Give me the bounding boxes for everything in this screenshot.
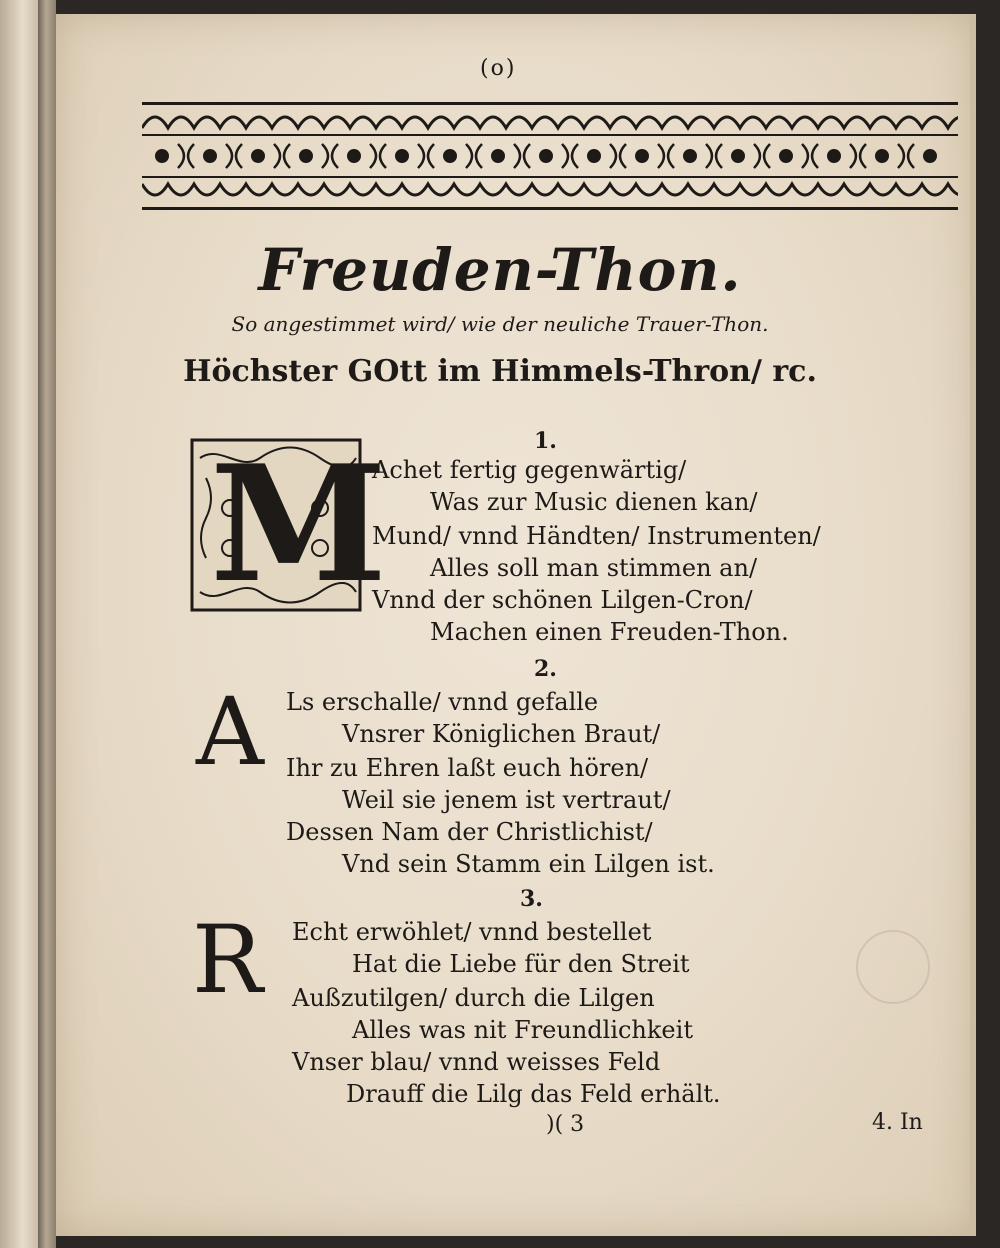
verse-line: Was zur Music dienen kan/ [430,488,758,516]
stanza-number: 1. [534,428,557,454]
verse-line: Ihr zu Ehren laßt euch hören/ [286,754,649,782]
verse-line: Alles soll man stimmen an/ [430,554,758,582]
verse-line: Ls erschalle/ vnnd gefalle [286,688,599,716]
tune-indication: Höchster GOtt im Himmels-Thron/ rc. [183,354,817,389]
verse-line: Vnd sein Stamm ein Lilgen ist. [342,850,715,878]
book-gutter [38,0,56,1248]
stanza-number: 2. [534,656,557,682]
decorative-header-border [142,98,958,214]
facing-page-edge [0,0,38,1248]
verse-line: Alles was nit Freundlichkeit [352,1016,693,1044]
verse-line: Vnnd der schönen Lilgen-Cron/ [372,586,753,614]
signature-mark: )( 3 [546,1112,585,1137]
page-title: Freuden-Thon. [258,236,742,304]
verse-line: Vnser blau/ vnnd weisses Feld [292,1048,661,1076]
verse-line: Achet fertig gegenwärtig/ [372,456,687,484]
verse-line: Drauff die Lilg das Feld erhält. [346,1080,721,1108]
initial-letter: A [196,678,264,787]
page-marker: (o) [480,56,517,81]
verse-line: Vnsrer Königlichen Braut/ [342,720,661,748]
page-fore-edge [970,14,976,1236]
verse-line: Hat die Liebe für den Streit [352,950,690,978]
verse-line: Machen einen Freuden-Thon. [430,618,789,646]
verse-line: Echt erwöhlet/ vnnd bestellet [292,918,652,946]
verse-line: Dessen Nam der Christlichist/ [286,818,653,846]
initial-letter: M [210,430,388,618]
catchword: 4. In [872,1110,923,1135]
subtitle: So angestimmet wird/ wie der neuliche Trauer-Thon. [231,312,769,336]
initial-letter: R [192,906,263,1015]
faint-library-stamp [856,930,930,1004]
verse-line: Weil sie jenem ist vertraut/ [342,786,671,814]
stanza-number: 3. [520,886,543,912]
verse-line: Mund/ vnnd Händten/ Instrumenten/ [372,522,821,550]
ornamental-initial [190,430,388,618]
verse-line: Außzutilgen/ durch die Lilgen [292,984,655,1012]
